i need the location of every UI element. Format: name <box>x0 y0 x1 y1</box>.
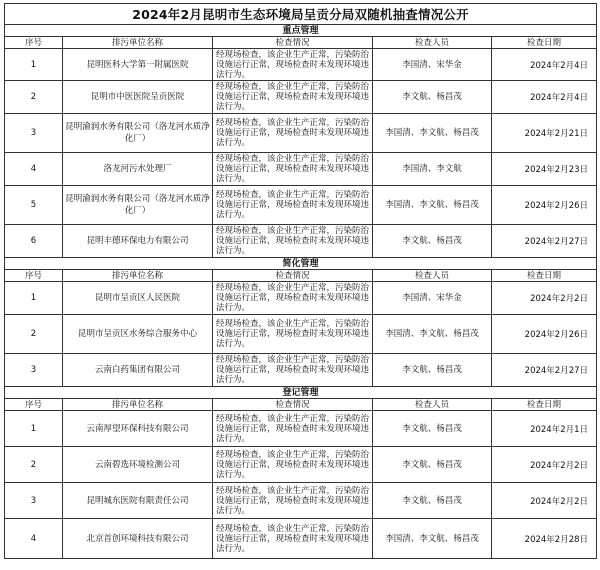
row-number: 4 <box>5 153 63 186</box>
inspection-date: 2024年2月27日 <box>492 225 597 258</box>
inspection-result: 经现场检查，该企业生产正常，污染防治设施运行正常，现场检查时未发现环境违法行为。 <box>213 114 373 153</box>
column-header: 序号 <box>5 399 63 411</box>
table-row <box>5 519 597 559</box>
column-header: 排污单位名称 <box>63 270 213 282</box>
unit-name: 昆明市呈贡区水务综合服务中心 <box>63 315 213 354</box>
inspection-result: 经现场检查，该企业生产正常，污染防治设施运行正常，现场检查时未发现环境违法行为。 <box>213 519 373 559</box>
unit-name: 洛龙河污水处理厂 <box>63 153 213 186</box>
table-row <box>5 483 597 519</box>
inspection-date: 2024年2月4日 <box>492 49 597 81</box>
column-header: 排污单位名称 <box>63 399 213 411</box>
inspectors: 李文航、杨昌茂 <box>373 225 492 258</box>
inspection-result: 经现场检查，该企业生产正常，污染防治设施运行正常，现场检查时未发现环境违法行为。 <box>213 225 373 258</box>
row-number: 4 <box>5 519 63 559</box>
column-header-row <box>5 270 597 282</box>
column-header: 检查情况 <box>213 37 373 49</box>
inspection-result: 经现场检查，该企业生产正常，污染防治设施运行正常，现场检查时未发现环境违法行为。 <box>213 282 373 315</box>
inspection-result: 经现场检查，该企业生产正常，污染防治设施运行正常，现场检查时未发现环境违法行为。 <box>213 153 373 186</box>
column-header: 序号 <box>5 37 63 49</box>
inspection-result: 经现场检查，该企业生产正常，污染防治设施运行正常，现场检查时未发现环境违法行为。 <box>213 315 373 354</box>
inspectors: 李文航、杨昌茂 <box>373 483 492 519</box>
unit-name: 昆明医科大学第一附属医院 <box>63 49 213 81</box>
section-header-row <box>5 258 597 270</box>
table-row <box>5 354 597 387</box>
column-header: 检查日期 <box>492 37 597 49</box>
unit-name: 昆明城东医院有限责任公司 <box>63 483 213 519</box>
row-number: 2 <box>5 315 63 354</box>
column-header-row <box>5 37 597 49</box>
row-number: 2 <box>5 81 63 114</box>
inspection-date: 2024年2月21日 <box>492 114 597 153</box>
inspection-table <box>4 3 597 559</box>
section-title: 简化管理 <box>5 258 597 270</box>
inspection-date: 2024年2月26日 <box>492 315 597 354</box>
inspectors: 李国清、宋华金 <box>373 282 492 315</box>
inspectors: 李文航、杨昌茂 <box>373 81 492 114</box>
row-number: 5 <box>5 186 63 225</box>
inspection-date: 2024年2月2日 <box>492 483 597 519</box>
row-number: 2 <box>5 447 63 483</box>
table-row <box>5 411 597 447</box>
row-number: 1 <box>5 411 63 447</box>
table-row <box>5 282 597 315</box>
unit-name: 云南白药集团有限公司 <box>63 354 213 387</box>
column-header: 检查情况 <box>213 270 373 282</box>
column-header: 检查人员 <box>373 37 492 49</box>
inspection-date: 2024年2月2日 <box>492 282 597 315</box>
row-number: 1 <box>5 49 63 81</box>
inspectors: 李文航、杨昌茂 <box>373 447 492 483</box>
row-number: 1 <box>5 282 63 315</box>
section-header-row <box>5 25 597 37</box>
inspection-result: 经现场检查，该企业生产正常，污染防治设施运行正常，现场检查时未发现环境违法行为。 <box>213 411 373 447</box>
section-title: 登记管理 <box>5 387 597 399</box>
unit-name: 昆明渝润水务有限公司（洛龙河水质净化厂） <box>63 114 213 153</box>
inspection-date: 2024年2月27日 <box>492 354 597 387</box>
column-header: 序号 <box>5 270 63 282</box>
inspection-date: 2024年2月2日 <box>492 447 597 483</box>
inspection-result: 经现场检查，该企业生产正常，污染防治设施运行正常，现场检查时未发现环境违法行为。 <box>213 447 373 483</box>
column-header: 检查情况 <box>213 399 373 411</box>
inspectors: 李文航、杨昌茂 <box>373 411 492 447</box>
inspectors: 李国清、李文航、杨昌茂 <box>373 114 492 153</box>
unit-name: 昆明市呈贡区人民医院 <box>63 282 213 315</box>
table-row <box>5 153 597 186</box>
inspection-result: 经现场检查，该企业生产正常，污染防治设施运行正常，现场检查时未发现环境违法行为。 <box>213 354 373 387</box>
unit-name: 昆明市中医医院呈贡医院 <box>63 81 213 114</box>
inspection-result: 经现场检查，该企业生产正常，污染防治设施运行正常，现场检查时未发现环境违法行为。 <box>213 81 373 114</box>
unit-name: 昆明渝润水务有限公司（洛龙河水质净化厂） <box>63 186 213 225</box>
table-row <box>5 186 597 225</box>
table-row <box>5 225 597 258</box>
inspection-sheet <box>4 3 596 559</box>
table-row <box>5 315 597 354</box>
table-row <box>5 447 597 483</box>
inspection-date: 2024年2月23日 <box>492 153 597 186</box>
row-number: 3 <box>5 354 63 387</box>
column-header: 排污单位名称 <box>63 37 213 49</box>
inspectors: 李国清、李文航 <box>373 153 492 186</box>
inspection-result: 经现场检查，该企业生产正常，污染防治设施运行正常，现场检查时未发现环境违法行为。 <box>213 49 373 81</box>
column-header: 检查日期 <box>492 270 597 282</box>
column-header: 检查人员 <box>373 270 492 282</box>
row-number: 6 <box>5 225 63 258</box>
table-row <box>5 114 597 153</box>
table-row <box>5 49 597 81</box>
unit-name: 昆明丰德环保电力有限公司 <box>63 225 213 258</box>
unit-name: 北京首创环境科技有限公司 <box>63 519 213 559</box>
page-title: 2024年2月昆明市生态环境局呈贡分局双随机抽查情况公开 <box>5 4 597 25</box>
inspectors: 李国清、李文航、杨昌茂 <box>373 315 492 354</box>
inspectors: 李文航、杨昌茂 <box>373 354 492 387</box>
inspection-date: 2024年2月4日 <box>492 81 597 114</box>
inspection-result: 经现场检查，该企业生产正常，污染防治设施运行正常，现场检查时未发现环境违法行为。 <box>213 186 373 225</box>
unit-name: 云南碧选环境检测公司 <box>63 447 213 483</box>
inspection-date: 2024年2月26日 <box>492 186 597 225</box>
inspectors: 李国清、李文航、杨昌茂 <box>373 519 492 559</box>
section-title: 重点管理 <box>5 25 597 37</box>
column-header-row <box>5 399 597 411</box>
inspection-result: 经现场检查，该企业生产正常，污染防治设施运行正常，现场检查时未发现环境违法行为。 <box>213 483 373 519</box>
column-header: 检查人员 <box>373 399 492 411</box>
column-header: 检查日期 <box>492 399 597 411</box>
inspection-date: 2024年2月28日 <box>492 519 597 559</box>
table-row <box>5 81 597 114</box>
inspectors: 李国清、宋华金 <box>373 49 492 81</box>
inspectors: 李国清、李文航、杨昌茂 <box>373 186 492 225</box>
row-number: 3 <box>5 114 63 153</box>
section-header-row <box>5 387 597 399</box>
row-number: 3 <box>5 483 63 519</box>
inspection-date: 2024年2月1日 <box>492 411 597 447</box>
unit-name: 云南厚望环保科技有限公司 <box>63 411 213 447</box>
